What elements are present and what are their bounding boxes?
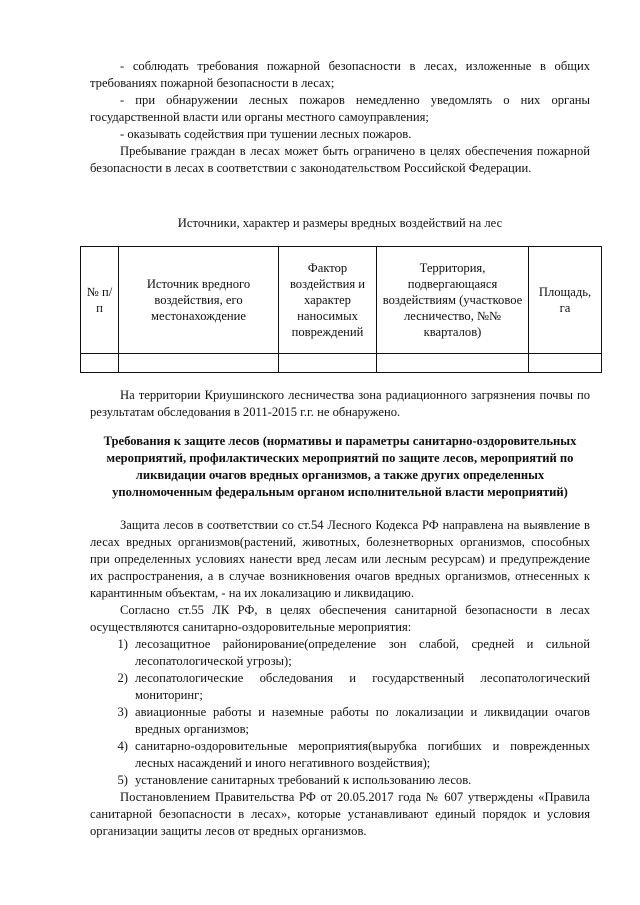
list-item-text: лесопатологические обследования и государственный лесопатологический мониторинг; (135, 671, 590, 702)
table-cell (279, 354, 377, 373)
list-item (90, 636, 590, 670)
table-row (81, 354, 602, 373)
list-item (90, 670, 590, 704)
list-item-text: санитарно-оздоровительные мероприятия(вырубка погибших и поврежденных лесных насаждений и иного негативного воздействия); (135, 739, 590, 770)
measures-list (90, 636, 590, 789)
col-area-header: Площадь, га (529, 247, 602, 354)
list-item-number: 1) (117, 637, 128, 651)
bullet-notify-authorities: - при обнаружении лесных пожаров немедленно уведомлять о них органы государственной власти или органы местного самоуправления; (90, 93, 590, 124)
table-cell (529, 354, 602, 373)
list-item-number: 4) (117, 739, 128, 753)
section-body (90, 517, 590, 840)
paragraph-resolution-607: Постановлением Правительства РФ от 20.05.2017 года № 607 утверждены «Правила санитарной безопасности в лесах», которые устанавливают единый порядок и условия организации защиты лесов от вредных организмов. (90, 790, 590, 838)
intro-block (90, 58, 590, 177)
list-item-text: установление санитарных требований к использованию лесов. (135, 773, 472, 787)
paragraph-article-55: Согласно ст.55 ЛК РФ, в целях обеспечения санитарной безопасности в лесах осуществляются санитарно-оздоровительные мероприятия: (90, 603, 590, 634)
table-caption: Источники, характер и размеры вредных воздействий на лес (177, 216, 503, 230)
list-item (90, 772, 590, 789)
bullet-assist-firefighting: - оказывать содействия при тушении лесных пожаров. (120, 127, 412, 141)
radiation-block (90, 387, 590, 421)
table-cell (119, 354, 279, 373)
list-item (90, 704, 590, 738)
restriction-paragraph: Пребывание граждан в лесах может быть ограничено в целях обеспечения пожарной безопасности в лесах в соответствии с законодательством Российской Федерации. (90, 144, 590, 175)
table-header-row (81, 247, 602, 354)
table-cell (377, 354, 529, 373)
paragraph-article-54: Защита лесов в соответствии со ст.54 Лесного Кодекса РФ направлена на выявление в лесах вредных организмов(растений, животных, болезнетворных организмов, способных при определенных условиях нанести вред лесам или лесным ресурсам) и предупреждение их распространения, а в случае возникновения очагов вредных организмов, отнесенных к карантинным объектам, - на их локализацию и ликвидацию. (90, 518, 590, 600)
bullet-fire-requirements: - соблюдать требования пожарной безопасности в лесах, изложенные в общих требованиях пожарной безопасности в лесах; (90, 59, 590, 90)
list-item-number: 3) (117, 705, 128, 719)
table-cell (81, 354, 119, 373)
col-territory-header: Территория, подвергающаяся воздействиям (участковое лесничество, №№ кварталов) (377, 247, 529, 354)
radiation-paragraph: На территории Криушинского лесничества зона радиационного загрязнения почвы по результатам обследования в 2011-2015 г.г. не обнаружено. (90, 388, 590, 419)
col-number-header: № п/п (81, 247, 119, 354)
list-item (90, 738, 590, 772)
list-item-text: авиационные работы и наземные работы по локализации и ликвидации очагов вредных организмов; (135, 705, 590, 736)
col-source-header: Источник вредного воздействия, его местонахождение (119, 247, 279, 354)
list-item-number: 5) (117, 773, 128, 787)
impact-sources-table (80, 246, 602, 373)
list-item-text: лесозащитное районирование(определение зон слабой, средней и сильной лесопатологической угрозы); (135, 637, 590, 668)
section-heading: Требования к защите лесов (нормативы и параметры санитарно-оздоровительных мероприятий, профилактических мероприятий по защите лесов, мероприятий по ликвидации очагов вредных организмов, а также других определенных уполномоченным федеральным органом исполнительной власти мероприятий) (103, 434, 577, 499)
col-factor-header: Фактор воздействия и характер наносимых повреждений (279, 247, 377, 354)
list-item-number: 2) (117, 671, 128, 685)
